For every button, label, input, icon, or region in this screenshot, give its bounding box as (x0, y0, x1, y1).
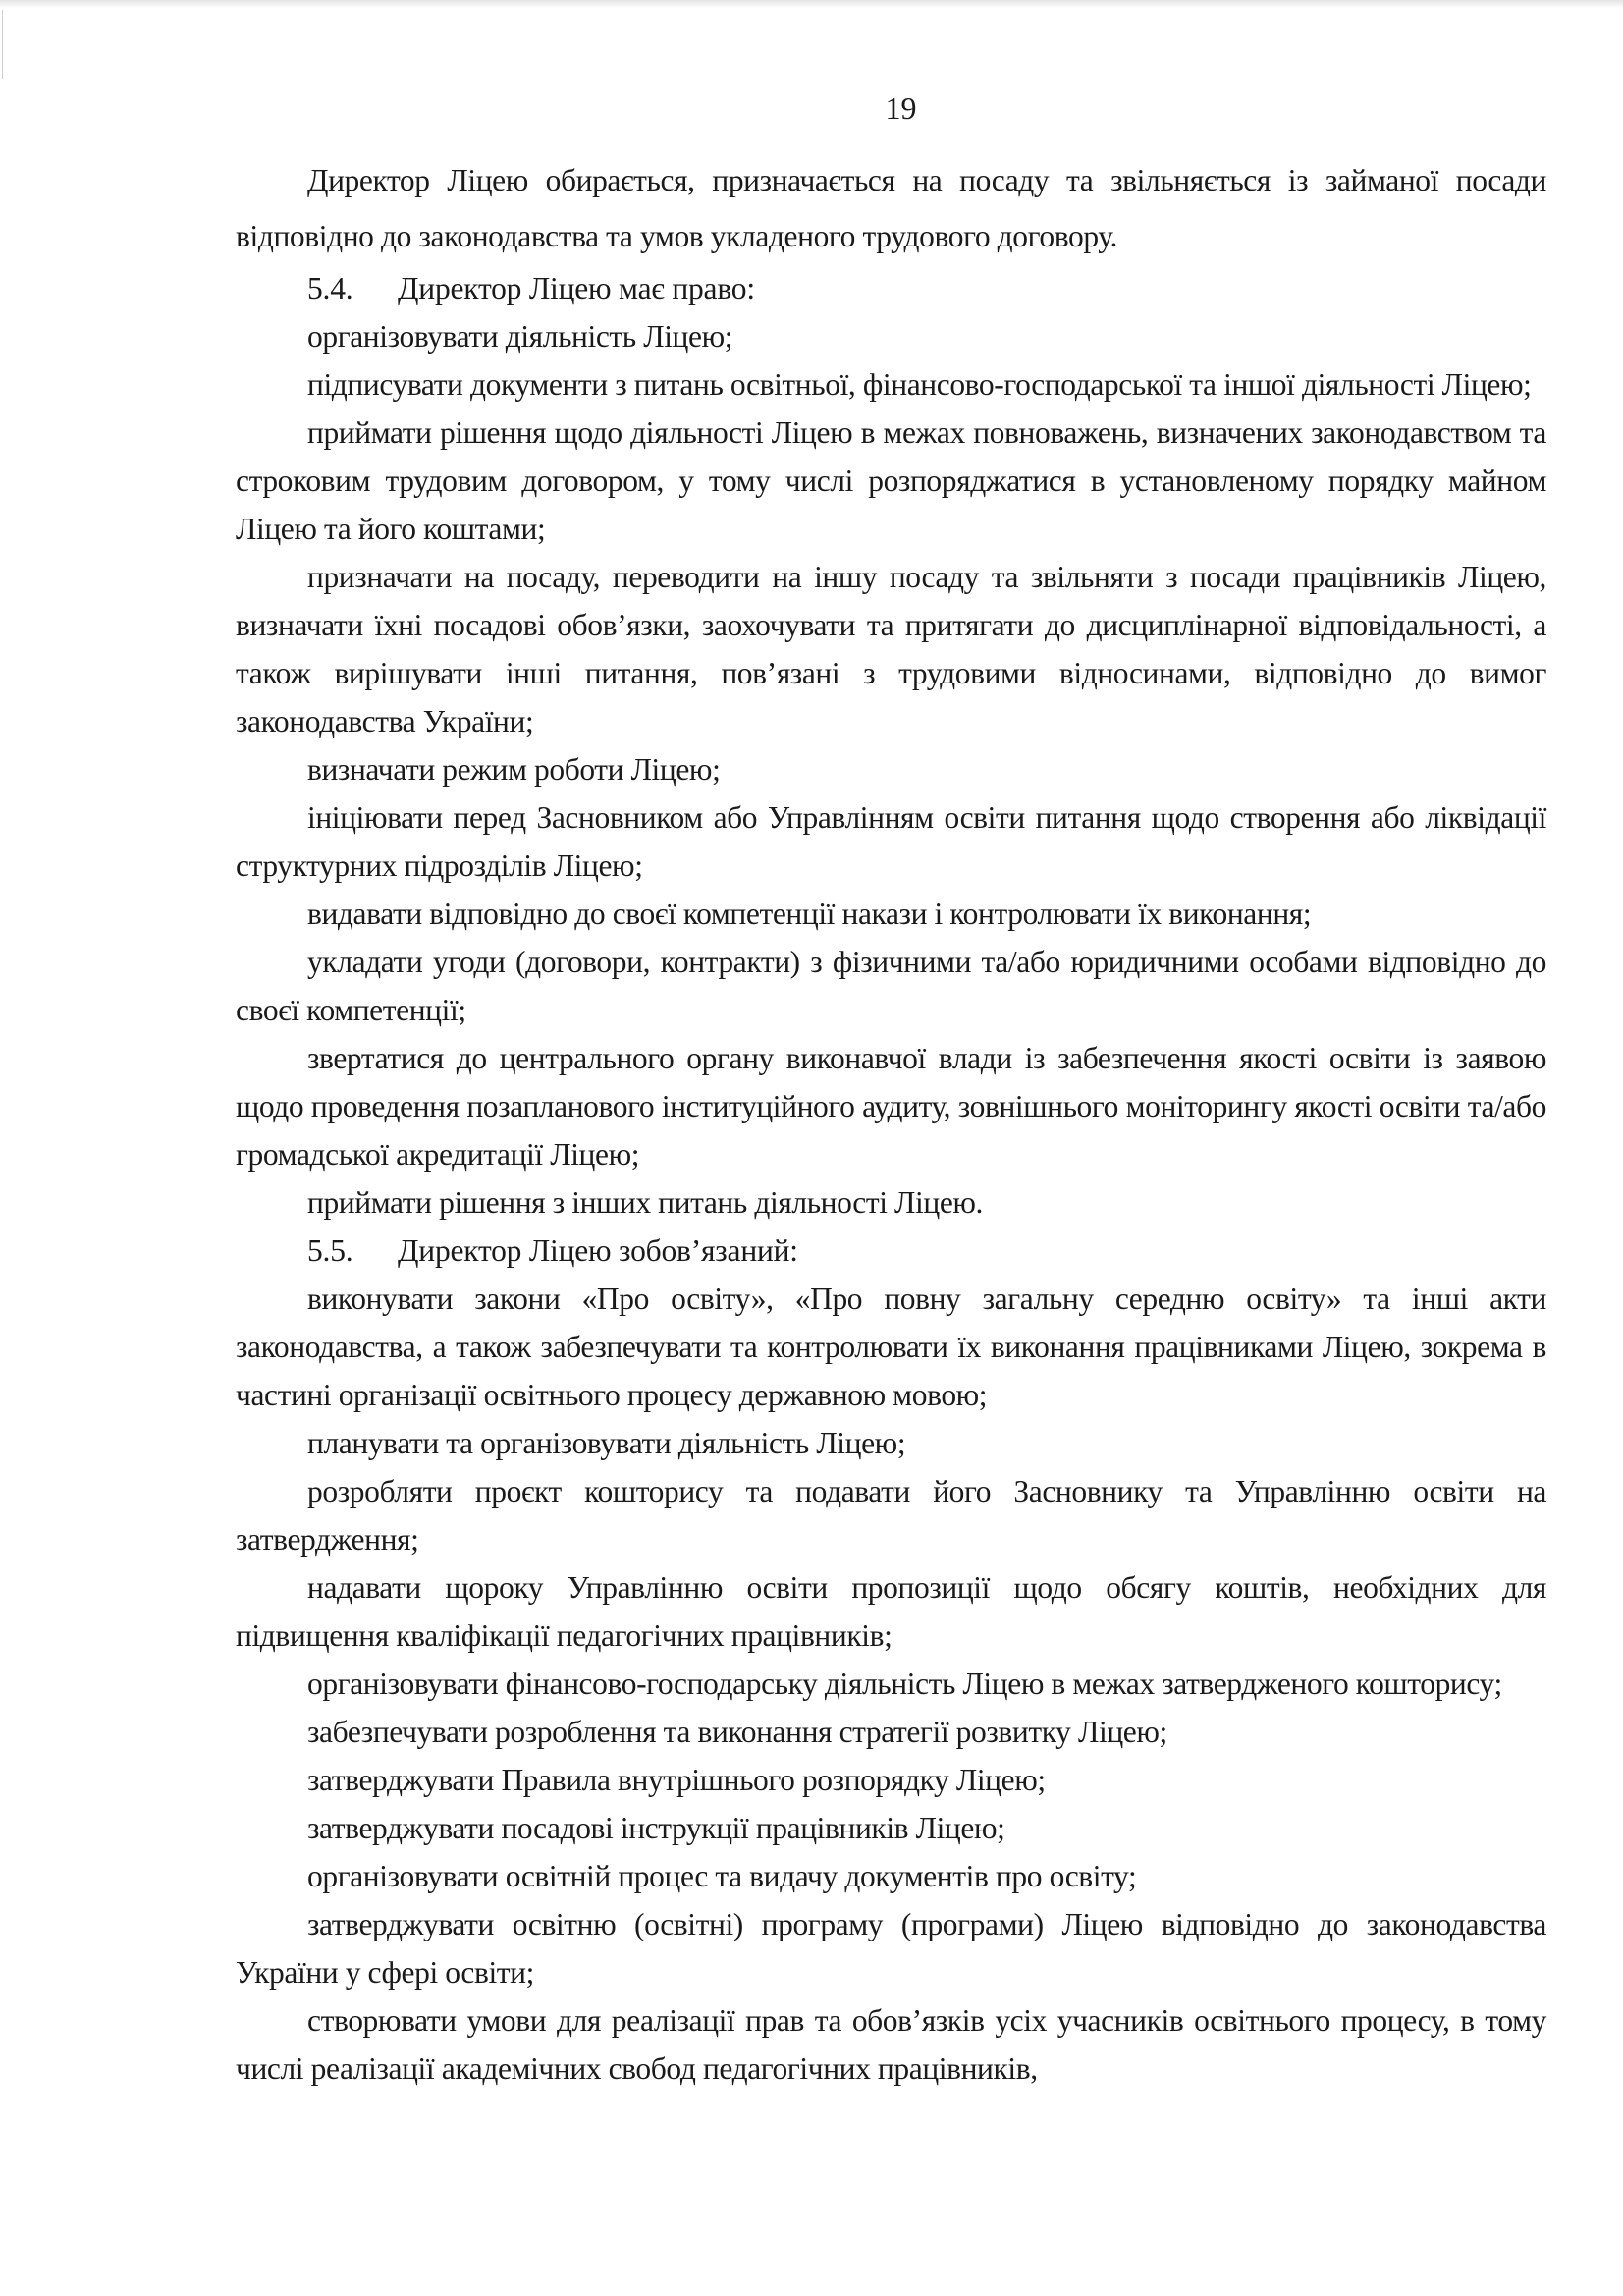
paragraph: затверджувати Правила внутрішнього розпорядку Ліцею; (307, 1763, 1046, 1797)
page-number: 19 (885, 90, 917, 126)
section-number: 5.5. (307, 1233, 353, 1268)
paragraph: укладати угоди (договори, контракти) з фізичними та/або юридичними особами відповідно до своєї компетенції; (236, 945, 1546, 1027)
paragraph: створювати умови для реалізації прав та обов’язків усіх учасників освітнього процесу, в тому числі реалізації академічних свобод педагогічних працівників, (236, 2003, 1546, 2086)
section-title: Директор Ліцею зобов’язаний: (398, 1233, 798, 1268)
paragraph: ініціювати перед Засновником або Управлінням освіти питання щодо створення або ліквідації структурних підрозділів Ліцею; (236, 800, 1546, 883)
paragraph: приймати рішення з інших питань діяльності Ліцею. (307, 1185, 984, 1220)
document-page (236, 90, 1546, 2093)
document-body (236, 152, 1546, 2093)
paragraph: приймати рішення щодо діяльності Ліцею в межах повноважень, визначених законодавством та строковим трудовим договором, у тому числі розпоряджатися в установленому порядку майном Ліцею та його коштами; (236, 415, 1546, 546)
paragraph: затверджувати посадові інструкції працівників Ліцею; (307, 1811, 1005, 1845)
paragraph: організовувати діяльність Ліцею; (307, 319, 733, 354)
paragraph: видавати відповідно до своєї компетенції накази і контролювати їх виконання; (307, 897, 1312, 931)
paragraph: планувати та організовувати діяльність Ліцею; (307, 1426, 906, 1460)
section-number: 5.4. (307, 271, 353, 305)
paragraph: затверджувати освітню (освітні) програму (програми) Ліцею відповідно до законодавства України у сфері освіти; (236, 1907, 1546, 1990)
paragraph: виконувати закони «Про освіту», «Про повну загальну середню освіту» та інші акти законодавства, а також забезпечувати та контролювати їх виконання працівниками Ліцею, зокрема в частині організації освітнього процесу державною мовою; (236, 1282, 1546, 1412)
paragraph: визначати режим роботи Ліцею; (307, 752, 721, 787)
paragraph: забезпечувати розроблення та виконання стратегії розвитку Ліцею; (307, 1715, 1167, 1749)
paragraph: організовувати освітній процес та видачу документів про освіту; (307, 1859, 1137, 1893)
scan-margin-line (2, 10, 3, 79)
section-title: Директор Ліцею має право: (398, 271, 755, 305)
paragraph: організовувати фінансово-господарську діяльність Ліцею в межах затвердженого кошторису; (307, 1667, 1502, 1701)
paragraph: надавати щороку Управлінню освіти пропозиції щодо обсягу коштів, необхідних для підвищення кваліфікації педагогічних працівників; (236, 1570, 1546, 1653)
paragraph: розробляти проєкт кошторису та подавати його Засновнику та Управлінню освіти на затвердження; (236, 1474, 1546, 1557)
paragraph: Директор Ліцею обирається, призначається на посаду та звільняється із займаної посади відповідно до законодавства та умов укладеного трудового договору. (236, 163, 1546, 253)
paragraph: підписувати документи з питань освітньої, фінансово-господарської та іншої діяльності Ліцею; (307, 367, 1532, 402)
section-heading (236, 264, 1546, 312)
scan-edge-artifact (0, 0, 1623, 8)
paragraph: призначати на посаду, переводити на іншу посаду та звільняти з посади працівників Ліцею, визначати їхні посадові обов’язки, заохочувати та притягати до дисциплінарної відповідальності, а також вирішувати інші питання, пов’язані з трудовими відносинами, відповідно до вимог законодавства України; (236, 560, 1546, 738)
section-heading (236, 1227, 1546, 1275)
paragraph: звертатися до центрального органу виконавчої влади із забезпечення якості освіти із заявою щодо проведення позапланового інституційного аудиту, зовнішнього моніторингу якості освіти та/або громадської акредитації Ліцею; (236, 1041, 1546, 1172)
